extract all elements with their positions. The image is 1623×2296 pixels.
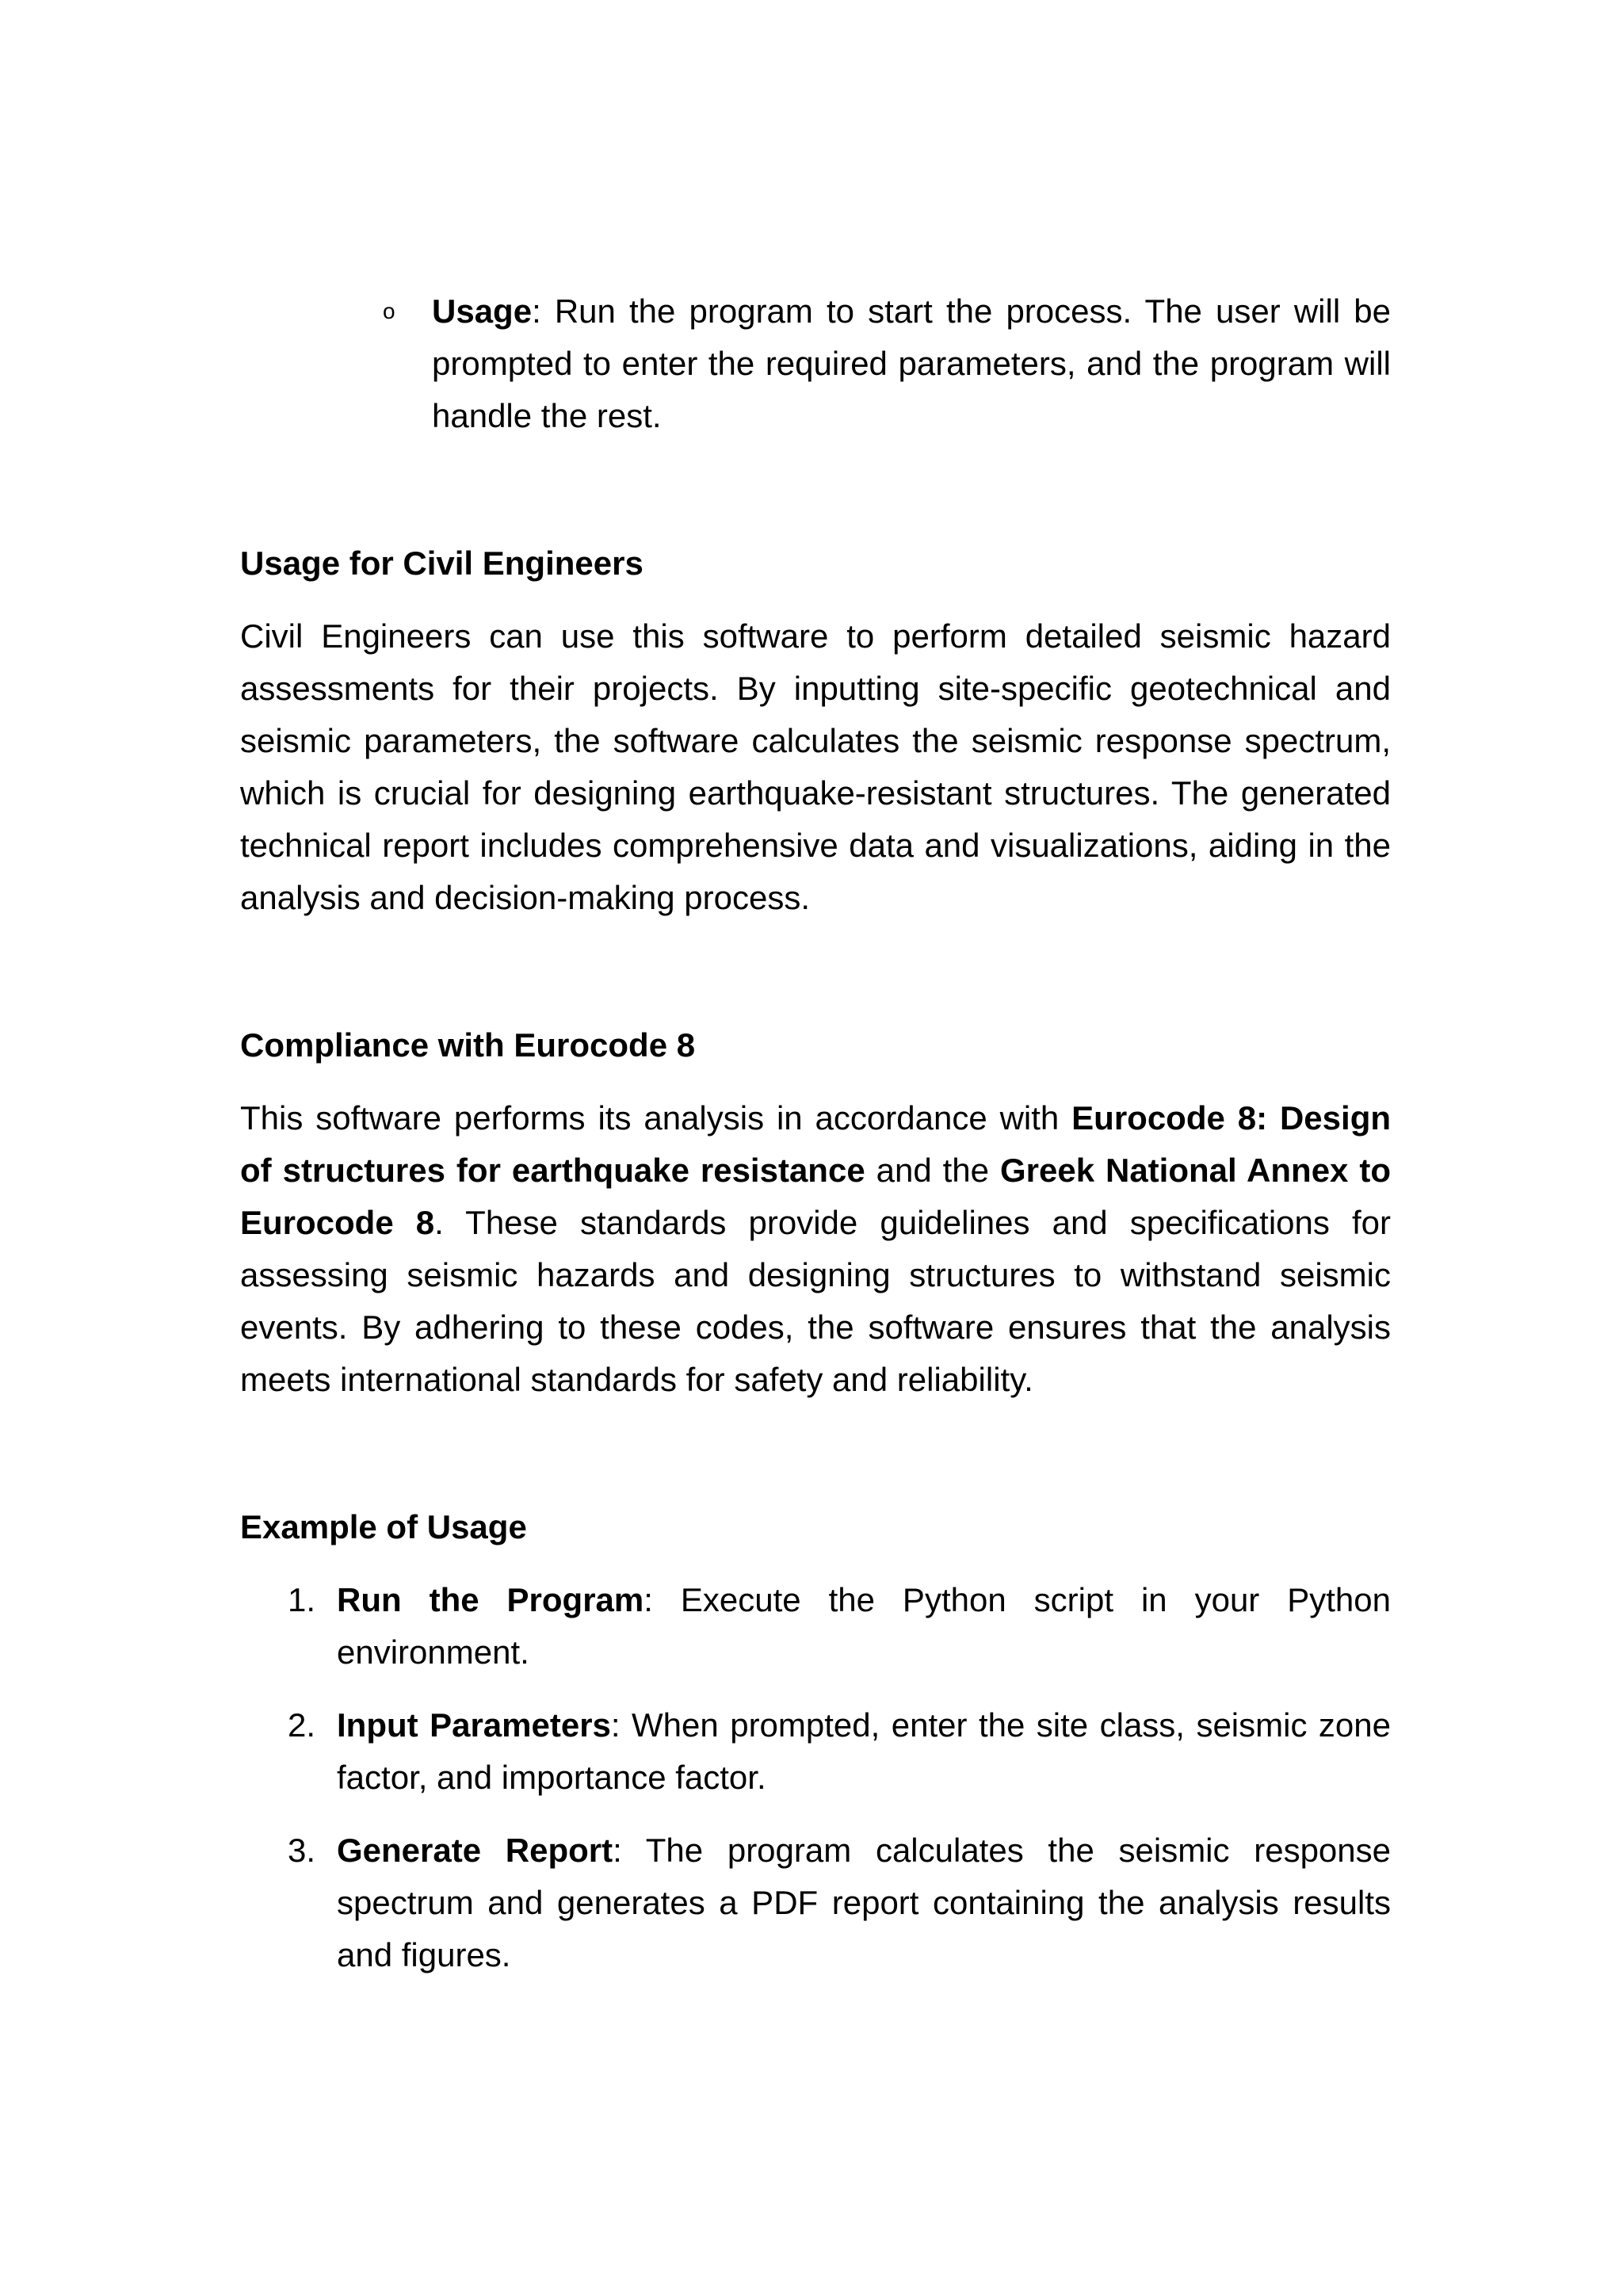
step-item [240, 1824, 1391, 1981]
compliance-heading: Compliance with Eurocode 8 [240, 1026, 696, 1064]
greek-annex-title: Greek National Annex to Eurocode 8 [240, 1152, 1391, 1241]
step-text: : Execute the Python script in your Python environment. [337, 1581, 1391, 1671]
usage-list-item [240, 285, 1391, 442]
step-number: 2. [288, 1706, 316, 1744]
usage-term: Usage [432, 292, 533, 330]
step-item [240, 1699, 1391, 1804]
step-item [240, 1574, 1391, 1679]
step-term: Run the Program [337, 1581, 644, 1618]
step-term: Input Parameters [337, 1706, 611, 1744]
eurocode-8-title: Eurocode 8: Design of structures for earthquake resistance [240, 1099, 1392, 1189]
example-heading: Example of Usage [240, 1508, 527, 1545]
compliance-text-1: This software performs its analysis in accordance with [240, 1099, 1072, 1137]
step-text: : The program calculates the seismic response spectrum and generates a PDF report containing the analysis results and figures. [337, 1832, 1392, 1973]
compliance-text-2: and the [865, 1152, 1000, 1189]
step-text: : When prompted, enter the site class, seismic zone factor, and importance factor. [337, 1706, 1391, 1796]
compliance-text-3: . These standards provide guidelines and specifications for assessing seismic hazards and designing structures to withstand seismic events. By adhering to these codes, the software ensures that the analysis meets international standards for safety and reliability. [240, 1204, 1391, 1398]
step-term: Generate Report [337, 1832, 613, 1869]
civil-engineers-heading: Usage for Civil Engineers [240, 544, 643, 582]
circle-bullet-icon: o [383, 299, 395, 323]
page-content [240, 285, 1391, 2002]
step-number: 3. [288, 1832, 316, 1869]
civil-engineers-paragraph: Civil Engineers can use this software to perform detailed seismic hazard assessments for their projects. By inputting site-specific geotechnical and seismic parameters, the software calculates the seismic response spectrum, which is crucial for designing earthquake-resistant structures. The generated technical report includes comprehensive data and visualizations, aiding in the analysis and decision-making process. [240, 617, 1391, 916]
usage-text: : Run the program to start the process. The user will be prompted to enter the required parameters, and the program will handle the rest. [432, 292, 1391, 434]
compliance-paragraph [240, 1092, 1391, 1406]
step-number: 1. [288, 1581, 316, 1618]
example-steps-list [240, 1574, 1391, 1981]
